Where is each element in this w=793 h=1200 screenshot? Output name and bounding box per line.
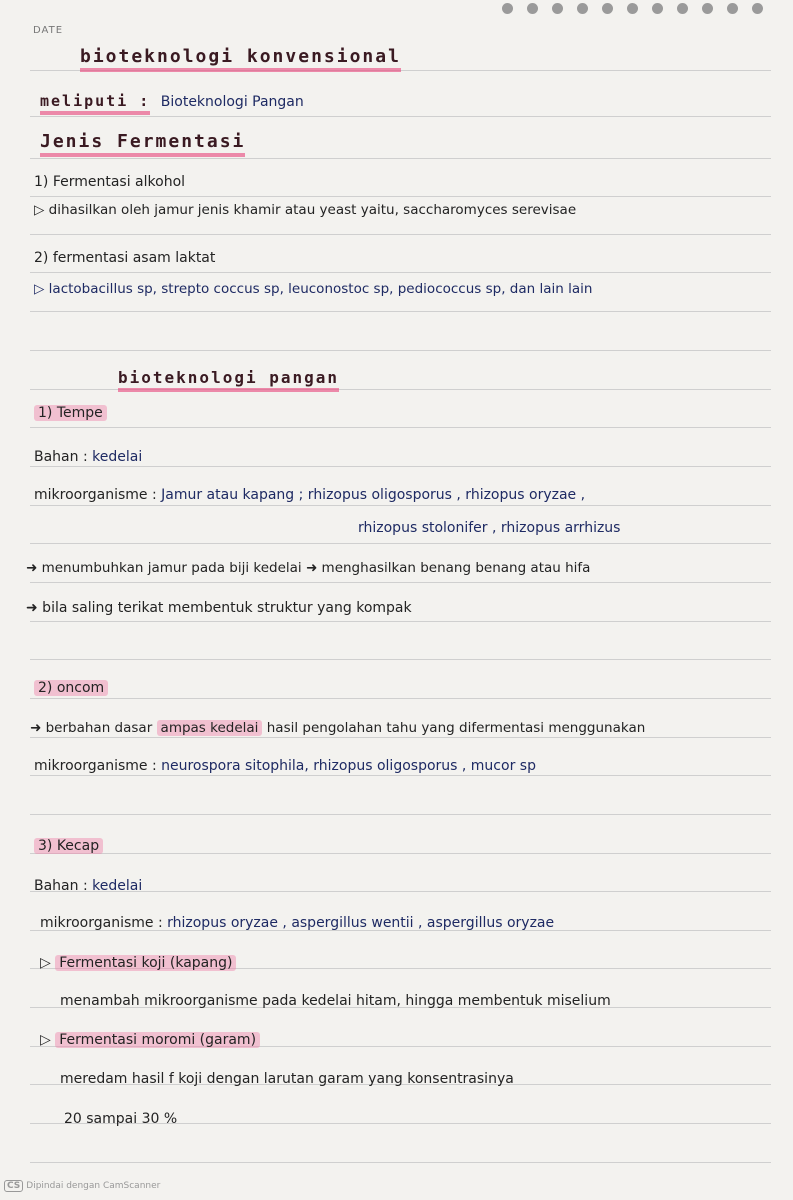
- koji-bullet: ▷: [40, 955, 51, 971]
- tempe-point-2: ➜ bila saling terikat membentuk struktur yang kompak: [26, 600, 412, 616]
- rule-line: [30, 543, 771, 544]
- oncom-mikro-label: mikroorganisme :: [34, 758, 157, 774]
- oncom-desc-post: hasil pengolahan tahu yang difermentasi menggunakan: [266, 720, 646, 736]
- oncom-desc-highlight: ampas kedelai: [157, 720, 263, 736]
- rule-line: [30, 582, 771, 583]
- binder-hole: [677, 3, 688, 14]
- jenis-fermentasi-heading: Jenis Fermentasi: [40, 131, 245, 157]
- meliputi-value: Bioteknologi Pangan: [160, 94, 304, 110]
- rule-line: [30, 466, 771, 467]
- rule-line: [30, 158, 771, 159]
- koji-heading: Fermentasi koji (kapang): [55, 955, 236, 971]
- camscanner-badge: CS: [4, 1180, 23, 1192]
- kecap-bahan-value: kedelai: [92, 878, 143, 894]
- fermentasi-item-1-detail: ▷ dihasilkan oleh jamur jenis khamir atau yeast yaitu, saccharomyces serevisae: [34, 202, 577, 218]
- rule-line: [30, 272, 771, 273]
- kecap-heading: 3) Kecap: [34, 838, 103, 854]
- moromi-bullet: ▷: [40, 1032, 51, 1048]
- rule-line: [30, 234, 771, 235]
- rule-line: [30, 311, 771, 312]
- moromi-line: [40, 1032, 260, 1048]
- tempe-mikro-line: [34, 487, 585, 503]
- scanner-watermark: [4, 1180, 160, 1192]
- oncom-heading: 2) oncom: [34, 680, 108, 696]
- moromi-desc-2: 20 sampai 30 %: [64, 1111, 178, 1127]
- tempe-heading: 1) Tempe: [34, 405, 107, 421]
- koji-desc: menambah mikroorganisme pada kedelai hitam, hingga membentuk miselium: [60, 993, 611, 1009]
- rule-line: [30, 814, 771, 815]
- rule-line: [30, 659, 771, 660]
- binder-hole: [702, 3, 713, 14]
- kecap-mikro-label: mikroorganisme :: [40, 915, 163, 931]
- fermentasi-item-2-detail: ▷ lactobacillus sp, strepto coccus sp, leuconostoc sp, pediococcus sp, dan lain lain: [34, 281, 593, 297]
- kecap-bahan-line: [34, 878, 142, 894]
- binder-hole: [602, 3, 613, 14]
- tempe-mikro-value-2: rhizopus stolonifer , rhizopus arrhizus: [358, 520, 621, 536]
- fermentasi-item-1: 1) Fermentasi alkohol: [34, 174, 186, 190]
- rule-line: [30, 116, 771, 117]
- rule-line: [30, 196, 771, 197]
- scanner-text: Dipindai dengan CamScanner: [26, 1181, 161, 1191]
- rule-line: [30, 737, 771, 738]
- binder-holes: [502, 0, 763, 14]
- tempe-mikro-label: mikroorganisme :: [34, 487, 157, 503]
- kecap-mikro-line: [40, 915, 554, 931]
- rule-line: [30, 698, 771, 699]
- rule-line: [30, 621, 771, 622]
- rule-line: [30, 427, 771, 428]
- rule-line: [30, 775, 771, 776]
- binder-hole: [627, 3, 638, 14]
- meliputi-label: meliputi :: [40, 92, 150, 115]
- pangan-heading: bioteknologi pangan: [118, 368, 339, 392]
- oncom-mikro-value: neurospora sitophila, rhizopus oligosporus , mucor sp: [161, 758, 536, 774]
- meliputi-line: [40, 92, 304, 110]
- koji-line: [40, 955, 236, 971]
- tempe-bahan-label: Bahan :: [34, 449, 88, 465]
- oncom-desc-pre: ➜ berbahan dasar: [30, 720, 153, 736]
- tempe-bahan-value: kedelai: [92, 449, 143, 465]
- oncom-desc-line: [30, 720, 645, 736]
- rule-line: [30, 505, 771, 506]
- binder-hole: [577, 3, 588, 14]
- fermentasi-item-2: 2) fermentasi asam laktat: [34, 250, 216, 266]
- binder-hole: [552, 3, 563, 14]
- binder-hole: [527, 3, 538, 14]
- binder-hole: [752, 3, 763, 14]
- kecap-mikro-value: rhizopus oryzae , aspergillus wentii , aspergillus oryzae: [167, 915, 555, 931]
- binder-hole: [727, 3, 738, 14]
- binder-hole: [652, 3, 663, 14]
- rule-line: [30, 1162, 771, 1163]
- tempe-point-1: ➜ menumbuhkan jamur pada biji kedelai ➜ menghasilkan benang benang atau hifa: [26, 560, 591, 576]
- oncom-mikro-line: [34, 758, 536, 774]
- page-title: bioteknologi konvensional: [80, 46, 401, 72]
- moromi-heading: Fermentasi moromi (garam): [55, 1032, 260, 1048]
- tempe-bahan-line: [34, 449, 142, 465]
- moromi-desc-1: meredam hasil f koji dengan larutan garam yang konsentrasinya: [60, 1071, 514, 1087]
- rule-line: [30, 350, 771, 351]
- binder-hole: [502, 3, 513, 14]
- rule-line: [30, 853, 771, 854]
- date-label: DATE: [33, 25, 64, 36]
- kecap-bahan-label: Bahan :: [34, 878, 88, 894]
- tempe-mikro-value-1: Jamur atau kapang ; rhizopus oligosporus , rhizopus oryzae ,: [161, 487, 586, 503]
